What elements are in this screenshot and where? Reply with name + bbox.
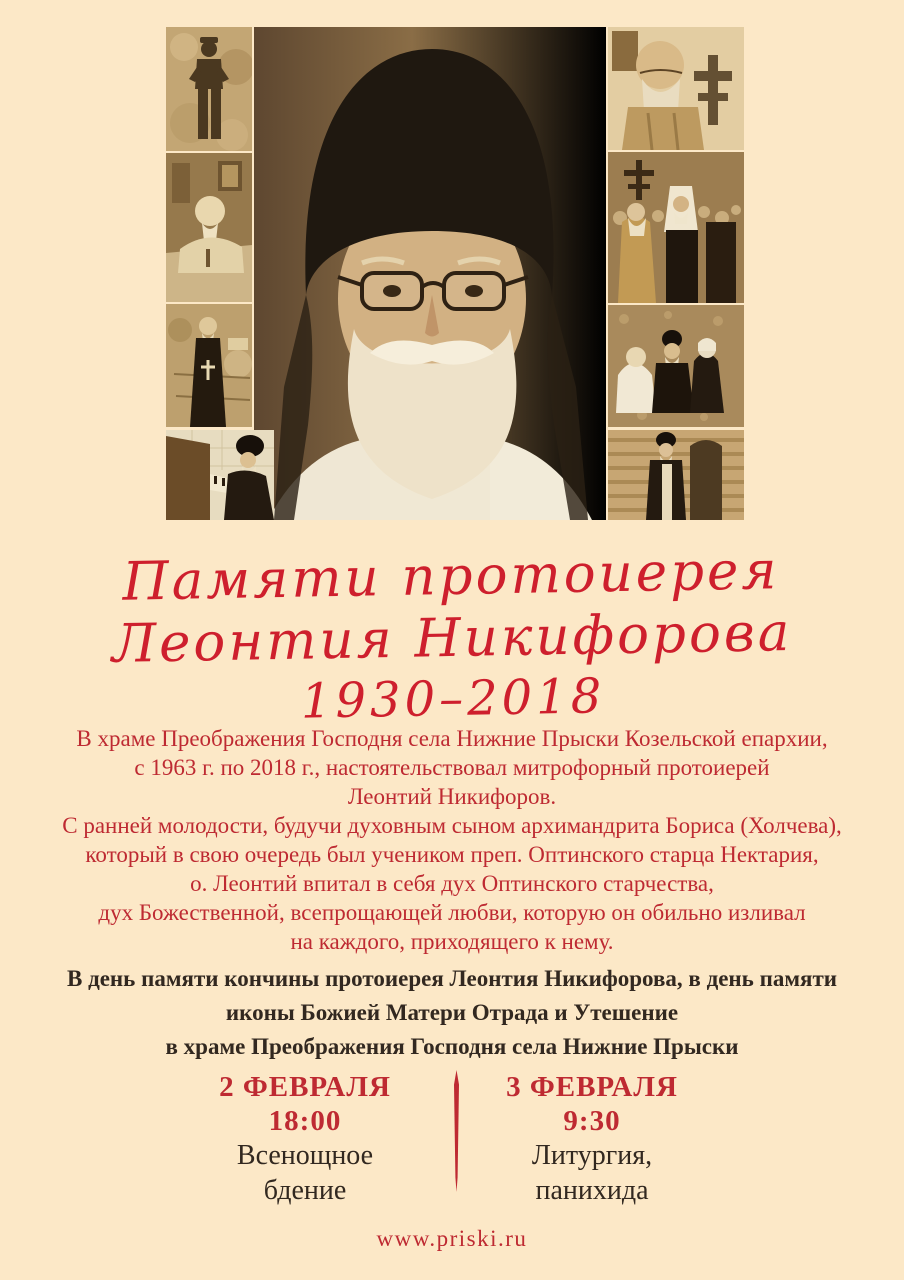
bio-line: Леонтий Никифоров.	[347, 784, 557, 809]
bio-line: В храме Преображения Господня села Нижние Прыски Козельской епархии,	[76, 726, 828, 751]
photo-kneeling-group	[608, 305, 744, 427]
photo-procession-patriarch	[608, 152, 744, 303]
schedule-date: 2 ФЕВРАЛЯ	[219, 1071, 391, 1103]
title-line-2: Леонтия Никифорова	[111, 602, 793, 675]
announcement-line: иконы Божией Матери Отрада и Утешение	[225, 1000, 679, 1025]
service-schedule	[0, 1070, 904, 1206]
schedule-service-line: Литургия,	[531, 1140, 653, 1171]
biography-paragraph	[0, 724, 904, 956]
bio-line: с 1963 г. по 2018 г., настоятельствовал митрофорный протоиерей	[134, 755, 770, 780]
schedule-service-line: панихида	[535, 1175, 649, 1206]
photo-collage	[166, 27, 744, 520]
title-years: 1930–2018	[300, 668, 606, 730]
photo-log-chapel-priest	[608, 430, 744, 520]
photo-young-soldier	[166, 27, 252, 151]
photo-priest-at-piano	[166, 430, 274, 520]
memorial-title	[0, 538, 904, 736]
bio-line: о. Леонтий впитал в себя дух Оптинского старчества,	[190, 871, 714, 896]
photo-central-portrait	[254, 27, 606, 520]
photo-priest-with-crucifix	[608, 27, 744, 150]
photo-priest-with-cross	[166, 304, 252, 427]
schedule-date: 3 ФЕВРАЛЯ	[506, 1071, 678, 1103]
schedule-service-line: бдение	[263, 1175, 347, 1206]
bio-line: С ранней молодости, будучи духовным сыном архимандрита Бориса (Холчева),	[62, 813, 842, 838]
bio-line: который в свою очередь был учеником преп. Оптинского старца Нектария,	[85, 842, 819, 867]
schedule-service-line: Всенощное	[236, 1140, 374, 1171]
announcement-line: в храме Преображения Господня села Нижние Прыски	[165, 1034, 739, 1059]
photo-priest-at-table	[166, 153, 252, 302]
schedule-time: 18:00	[268, 1105, 342, 1137]
schedule-column-feb3	[462, 1070, 722, 1208]
title-line-1: Памяти протоиерея	[121, 540, 780, 613]
announcement-line: В день памяти кончины протоиерея Леонтия Никифорова, в день памяти	[66, 966, 837, 991]
schedule-column-feb2	[155, 1070, 455, 1208]
bio-line: на каждого, приходящего к нему.	[290, 929, 614, 954]
schedule-time: 9:30	[563, 1105, 621, 1137]
announcement-paragraph	[0, 962, 904, 1064]
bio-line: дух Божественной, всепрощающей любви, которую он обильно изливал	[98, 900, 806, 925]
website-url: www.priski.ru	[376, 1226, 528, 1251]
